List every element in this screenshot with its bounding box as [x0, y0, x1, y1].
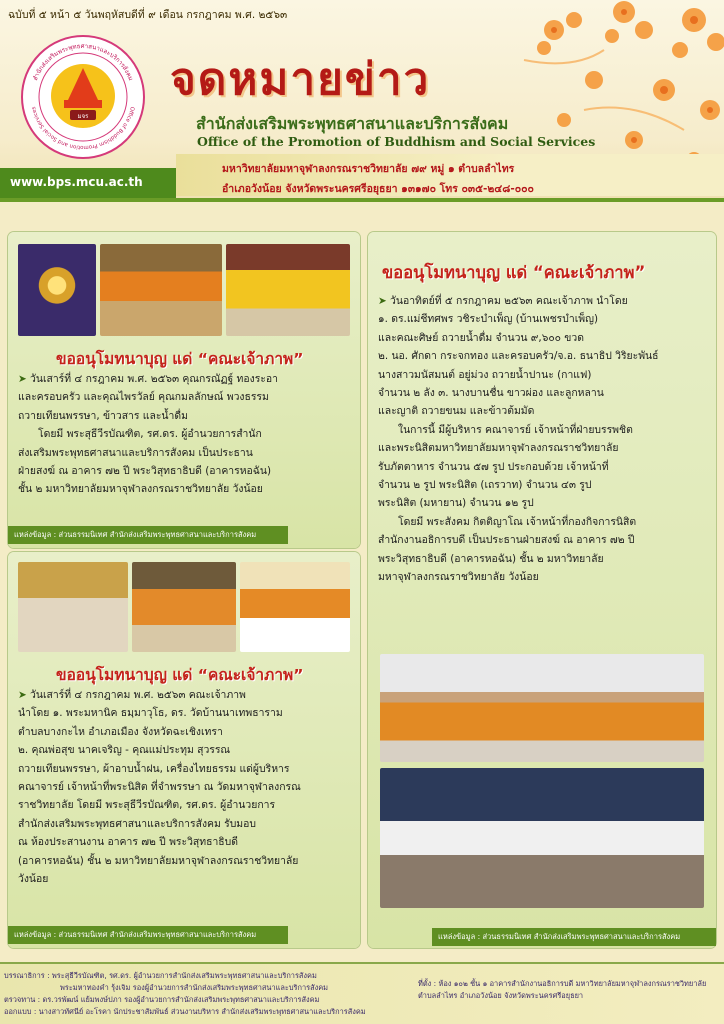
footer-line: พระมหาทองคำ รุ้งเจิม รองผู้อำนวยการสำนักส่งเสริมพระพุทธศาสนาและบริการสังคม: [60, 983, 329, 992]
article-line: ณ ห้องประสานงาน อาคาร ๗๒ ปี พระวิสุทธาธิบดี: [18, 836, 238, 849]
arrow-bullet-icon: ➤: [378, 295, 391, 307]
article-line: โดยมี พระสุธีวีรบัณฑิต, รศ.ดร. ผู้อำนวยการสำนัก: [38, 428, 262, 441]
article-line: ส่งเสริมพระพุทธศาสนาและบริการสังคม เป็นประธาน: [18, 446, 253, 459]
source-credit-3: แหล่งข้อมูล : ส่วนธรรมนิเทศ สำนักส่งเสริมพระพุทธศาสนาและบริการสังคม: [432, 928, 716, 946]
footer-location: [418, 978, 706, 1002]
header-divider: [0, 198, 724, 202]
footer: [0, 962, 724, 1024]
article-line: นำโดย ๑. พระมหานิค ธมฺมาวุโธ, ดร. วัดบ้านนาเทพธาราม: [18, 707, 283, 720]
article-line: จำนวน ๒ รูป พระนิสิต (เถรวาท) จำนวน ๔๓ รูป: [378, 479, 592, 492]
article-line: (อาคารหอฉัน) ชั้น ๒ มหาวิทยาลัยมหาจุฬาลงกรณราชวิทยาลัย: [18, 854, 299, 867]
address-line-1: มหาวิทยาลัยมหาจุฬาลงกรณราชวิทยาลัย ๗๙ หมู่ ๑ ตำบลลำไทร: [222, 163, 515, 175]
issue-line: ฉบับที่ ๕ หน้า ๕ วันพฤหัสบดีที่ ๙ เดือน กรกฎาคม พ.ศ. ๒๕๖๓: [8, 9, 288, 21]
svg-text:Office of Buddhism Promotion a: Office of Buddhism Promotion and Social Services: [30, 105, 136, 151]
article-line: ๒. นอ. ศักดา กระจกทอง และครอบครัว/จ.อ. ธนาธิป วิริยะพันธ์: [378, 350, 659, 363]
org-name-english: Office of the Promotion of Buddhism and Social Services: [197, 134, 596, 149]
footer-credits: [4, 970, 366, 1018]
org-name-thai: สำนักส่งเสริมพระพุทธศาสนาและบริการสังคม: [196, 114, 509, 133]
arrow-bullet-icon: ➤: [18, 373, 31, 385]
article-line: สำนักส่งเสริมพระพุทธศาสนาและบริการสังคม รับมอบ: [18, 817, 256, 830]
article-line: พระนิสิต (มหายาน) จำนวน ๑๒ รูป: [378, 497, 534, 510]
photo-altar: [18, 244, 96, 336]
arrow-bullet-icon: ➤: [18, 689, 31, 701]
article-line: ฝ่ายสงฆ์ ณ อาคาร ๗๒ ปี พระวิสุทธาธิบดี (อาคารหอฉัน): [18, 465, 272, 478]
article-body-2: [18, 686, 358, 888]
photo-group: [240, 562, 350, 652]
source-credit-1: แหล่งข้อมูล : ส่วนธรรมนิเทศ สำนักส่งเสริมพระพุทธศาสนาและบริการสังคม: [8, 526, 288, 544]
newsletter-title: จดหมายข่าว: [170, 54, 431, 105]
footer-line: ตรวจทาน : ดร.วรพัฒน์ แย้มพงษ์ปภา รองผู้อำนวยการสำนักส่งเสริมพระพุทธศาสนาและบริการสังคม: [4, 995, 320, 1004]
article-line: นางสาวมนัสมนต์ อยู่ม่วง ถวายน้ำปานะ (กาแฟ): [378, 368, 592, 381]
article-line: คณาจารย์ เจ้าหน้าที่พระนิสิต ที่จำพรรษา ณ วัดมหาจุฬาลงกรณ: [18, 781, 301, 794]
svg-text:สำนักส่งเสริมพระพุทธศาสนาและบร: สำนักส่งเสริมพระพุทธศาสนาและบริการสังคม: [31, 43, 134, 82]
photo-monks-receiving: [132, 562, 236, 652]
svg-text:มจร: มจร: [77, 113, 89, 120]
footer-line: ตำบลลำไทร อำเภอวังน้อย จังหวัดพระนครศรีอยุธยา: [418, 991, 584, 1000]
article-line: ตำบลบางกะไห อำเภอเมือง จังหวัดฉะเชิงเทรา: [18, 725, 223, 738]
article-line: ๒. คุณพ่อสุข นาคเจริญ - คุณแม่ประทุม สุวรรณ: [18, 744, 231, 757]
article-line: ชั้น ๒ มหาวิทยาลัยมหาจุฬาลงกรณราชวิทยาลัย วังน้อย: [18, 483, 263, 496]
article-line: โดยมี พระสังคม กิตติญาโณ เจ้าหน้าที่กองกิจการนิสิต: [398, 515, 637, 528]
photo-monks-ceremony: [100, 244, 222, 336]
footer-line: ที่ตั้ง : ห้อง ๑๐๒ ชั้น ๑ อาคารสำนักงานอธิการบดี มหาวิทยาลัยมหาจุฬาลงกรณราชวิทยาลัย: [418, 979, 707, 988]
photo-offerings: [18, 562, 128, 652]
article-line: ถวายเทียนพรรษา, ข้าวสาร และน้ำดื่ม: [18, 409, 188, 422]
footer-line: ออกแบบ : นางสาวทัศนีย์ อะโรคา นักประชาสัมพันธ์ ส่วนงานบริหาร สำนักส่งเสริมพระพุทธศาสนาและบริการสังคม: [4, 1007, 366, 1016]
footer-line: บรรณาธิการ : พระสุธีวีรบัณฑิต, รศ.ดร. ผู้อำนวยการสำนักส่งเสริมพระพุทธศาสนาและบริการสังคม: [4, 971, 317, 980]
article-body-3: [378, 292, 712, 587]
article-line: ➤ วันเสาร์ที่ ๔ กรฎาคม พ.ศ. ๒๕๖๓ คุณกรณัฏฐ์ ทองระอา: [18, 373, 278, 385]
article-line: และคณะศิษย์ ถวายน้ำดื่ม จำนวน ๙,๖๐๐ ขวด: [378, 331, 584, 344]
article-line: และญาติ ถวายขนม และข้าวต้มมัด: [378, 405, 535, 418]
article-line: ➤ วันเสาร์ที่ ๔ กรกฎาคม พ.ศ. ๒๕๖๓ คณะเจ้าภาพ: [18, 689, 246, 701]
photo-donors: [226, 244, 350, 336]
article-line: ➤ วันอาทิตย์ที่ ๕ กรกฎาคม ๒๕๖๓ คณะเจ้าภาพ นำโดย: [378, 295, 628, 307]
article-heading-2: ขออนุโมทนาบุญ แด่ “คณะเจ้าภาพ”: [56, 666, 304, 684]
article-line: มหาจุฬาลงกรณราชวิทยาลัย วังน้อย: [378, 571, 539, 584]
article-line: ถวายเทียนพรรษา, ผ้าอาบน้ำฝน, เครื่องไทยธรรม แด่ผู้บริหาร: [18, 762, 290, 775]
source-credit-2: แหล่งข้อมูล : ส่วนธรรมนิเทศ สำนักส่งเสริมพระพุทธศาสนาและบริการสังคม: [8, 926, 288, 944]
article-line: และครอบครัว และคุณไพรวัลย์ คุณกมลลักษณ์ พวงธรรม: [18, 391, 269, 404]
article-line: จำนวน ๒ ลัง ๓. นางบานชื่น ขาวผ่อง และลูกหลาน: [378, 387, 604, 400]
masthead: [0, 0, 724, 200]
address-line-2: อำเภอวังน้อย จังหวัดพระนครศรีอยุธยา ๑๓๑๗๐ โทร ๐๓๕-๒๔๘-๐๐๐: [222, 183, 534, 195]
website-link[interactable]: www.bps.mcu.ac.th: [10, 175, 143, 189]
article-body-1: [18, 370, 358, 499]
article-line: และพระนิสิตมหาวิทยาลัยมหาจุฬาลงกรณราชวิทยาลัย: [378, 442, 619, 455]
photo-strip-1: [18, 244, 350, 336]
photo-water-donation: [380, 768, 704, 908]
article-panel-2: [8, 552, 360, 948]
article-heading-3: ขออนุโมทนาบุญ แด่ “คณะเจ้าภาพ”: [382, 263, 646, 282]
photo-alms-line: [380, 654, 704, 762]
article-line: ราชวิทยาลัย โดยมี พระสุธีวีรบัณฑิต, รศ.ดร. ผู้อำนวยการ: [18, 799, 276, 812]
article-panel-1: [8, 232, 360, 548]
article-line: ในการนี้ มีผู้บริหาร คณาจารย์ เจ้าหน้าที่ฝ่ายบรรพชิต: [398, 423, 633, 436]
photo-strip-2: [18, 562, 350, 652]
article-line: สำนักงานอธิการบดี เป็นประธานฝ่ายสงฆ์ ณ อาคาร ๗๒ ปี: [378, 534, 635, 547]
article-line: ๑. ดร.แม่ชีทศพร วชิระบำเพ็ญ (บ้านเพชรบำเพ็ญ): [378, 313, 599, 326]
office-logo: [20, 34, 146, 160]
article-heading-1: ขออนุโมทนาบุญ แด่ “คณะเจ้าภาพ”: [56, 350, 304, 368]
article-line: พระวิสุทธาธิบดี (อาคารหอฉัน) ชั้น ๒ มหาวิทยาลัย: [378, 552, 604, 565]
article-line: วังน้อย: [18, 873, 49, 886]
article-line: รับภัตตาหาร จำนวน ๕๗ รูป ประกอบด้วย เจ้าหน้าที่: [378, 460, 609, 473]
article-panel-3: [368, 232, 716, 948]
